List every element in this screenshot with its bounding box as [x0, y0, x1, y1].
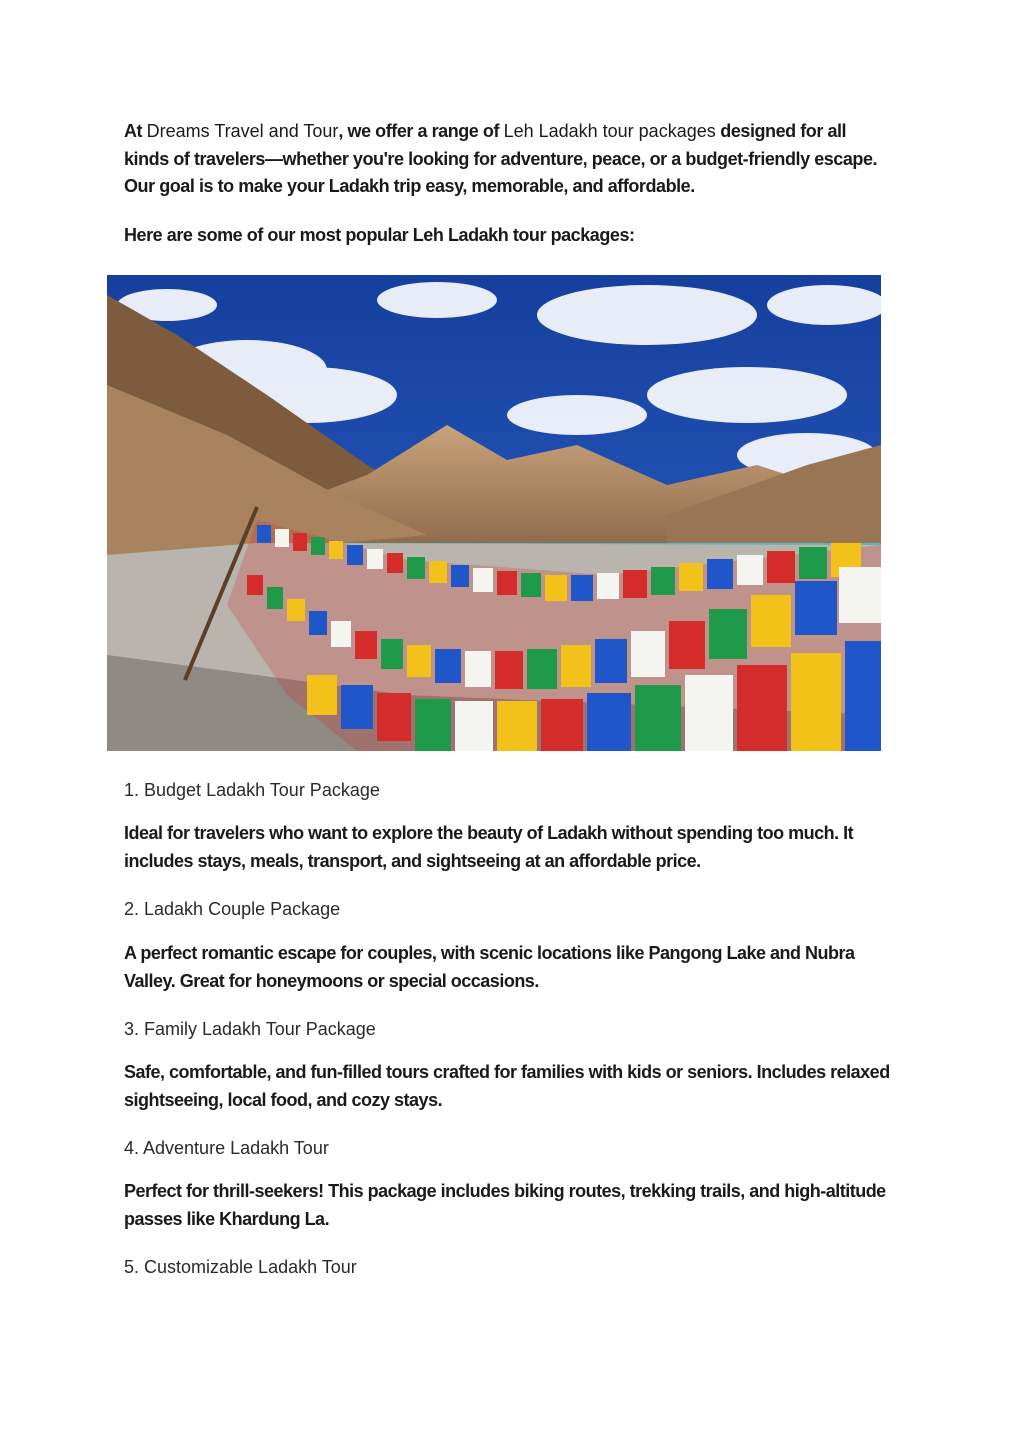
- intro-paragraph: [124, 118, 894, 201]
- packages-subheading: Here are some of our most popular Leh Ladakh tour packages:: [124, 225, 635, 245]
- intro-text-2: , we offer a range of: [338, 121, 504, 141]
- package-title-budget: 1. Budget Ladakh Tour Package: [124, 780, 380, 800]
- ladakh-landscape-photo: [107, 275, 881, 751]
- intro-text-1: At: [124, 121, 147, 141]
- package-title-family: 3. Family Ladakh Tour Package: [124, 1019, 376, 1039]
- keyword-leh-ladakh: Leh Ladakh tour packages: [503, 121, 716, 141]
- package-desc-budget: Ideal for travelers who want to explore the beauty of Ladakh without spending too much. It includes stays, meals, transport, and sightseeing at an affordable price.: [124, 823, 854, 871]
- package-desc-family: Safe, comfortable, and fun-filled tours crafted for families with kids or seniors. Includes relaxed sightseeing, local food, and cozy stays.: [124, 1062, 890, 1110]
- package-title-customizable: 5. Customizable Ladakh Tour: [124, 1257, 357, 1277]
- package-desc-couple: A perfect romantic escape for couples, with scenic locations like Pangong Lake and Nubra Valley. Great for honeymoons or special occasions.: [124, 943, 855, 991]
- package-desc-adventure: Perfect for thrill-seekers! This package includes biking routes, trekking trails, and high-altitude passes like Khardung La.: [124, 1181, 886, 1229]
- brand-name: Dreams Travel and Tour: [146, 121, 339, 141]
- intro-text-3: designed for all kinds of travelers—whether you're looking for adventure, peace, or a budget-friendly escape. Our goal is to make your Ladakh trip easy, memorable, and affordable.: [124, 121, 878, 196]
- package-title-couple: 2. Ladakh Couple Package: [124, 899, 341, 919]
- package-title-adventure: 4. Adventure Ladakh Tour: [124, 1138, 329, 1158]
